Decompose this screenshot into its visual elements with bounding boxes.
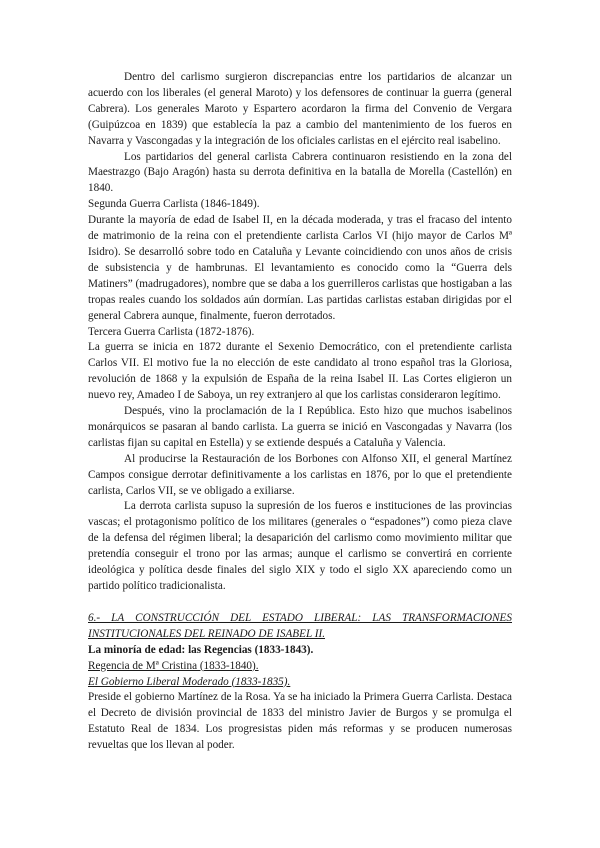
- paragraph-derrota-carlista: La derrota carlista supuso la supresión de los fueros e instituciones de las provincias vascas; el protagonismo político de los militares (generales o “espadones”) como pieza clave de la defensa del régimen liberal; la desaparición del carlismo como movimiento militar que pretendía conseguir el trono por las armas; aunque el carlismo se convertirá en corriente ideológica y política desde finales del siglo XIX y todo el siglo XX apareciendo como un partido político tradicionalista.: [88, 500, 512, 592]
- paragraph-gobierno-moderado: Preside el gobierno Martínez de la Rosa. Ya se ha iniciado la Primera Guerra Carlista. Destaca el Decreto de división provincial de 1833 del ministro Javier de Burgos y se promulga el Estatuto Real de 1834. Los progresistas piden más reformas y se producen numerosas revueltas que los llevan al poder.: [88, 691, 512, 752]
- paragraph-cabrera-maestrazgo: Los partidarios del general carlista Cabrera continuaron resistiendo en la zona del Maestrazgo (Bajo Aragón) hasta su derrota definitiva en la batalla de Morella (Castellón) en 1840.: [88, 150, 512, 195]
- heading-tercera-guerra-carlista: Tercera Guerra Carlista (1872-1876).: [88, 325, 255, 338]
- spacer: [88, 595, 512, 611]
- paragraph-primera-republica: Después, vino la proclamación de la I República. Esto hizo que muchos isabelinos monárquicos se pasaran al bando carlista. La guerra se inició en Vascongadas y Navarra (los carlistas fijan su capital en Estella) y se extiende después a Cataluña y Valencia.: [88, 405, 512, 449]
- government-heading: El Gobierno Liberal Moderado (1833-1835).: [88, 675, 291, 688]
- section-title: 6.- LA CONSTRUCCIÓN DEL ESTADO LIBERAL: LAS TRANSFORMACIONES INSTITUCIONALES DEL REINADO DE ISABEL II.: [88, 611, 512, 640]
- section-subheading: La minoría de edad: las Regencias (1833-1843).: [88, 643, 314, 656]
- paragraph-segunda-guerra: Durante la mayoría de edad de Isabel II, en la década moderada, y tras el fracaso del intento de matrimonio de la reina con el pretendiente carlista Carlos VI (hijo mayor de Carlos Mª Isidro). Se desarrolló sobre todo en Cataluña y Levante coincidiendo con unos años de crisis de subsistencia y de hambrunas. El levantamiento es conocido como la “Guerra dels Matiners” (madrugadores), nombre que se daba a los guerrilleros carlistas que hostigaban a las tropas reales cuando los soldados aún dormían. Las partidas carlistas estaban dirigidas por el general Cabrera aunque, finalmente, fueron derrotados.: [88, 214, 512, 322]
- regency-heading: Regencia de Mª Cristina (1833-1840).: [88, 659, 259, 672]
- paragraph-convenio-vergara: Dentro del carlismo surgieron discrepancias entre los partidarios de alcanzar un acuerdo con los liberales (el general Maroto) y los defensores de continuar la guerra (general Cabrera). Los generales Maroto y Espartero acordaron la firma del Convenio de Vergara (Guipúzcoa en 1839) que establecía la paz a cambio del mantenimiento de los fueros en Navarra y Vascongadas y la integración de los oficiales carlistas en el ejército real isabelino.: [88, 71, 512, 147]
- heading-segunda-guerra-carlista: Segunda Guerra Carlista (1846-1849).: [88, 198, 260, 211]
- paragraph-restauracion: Al producirse la Restauración de los Borbones con Alfonso XII, el general Martínez Campos consigue derrotar definitivamente a los carlistas en 1876, por lo que el pretendiente carlista, Carlos VII, se ve obligado a exiliarse.: [88, 452, 512, 497]
- paragraph-tercera-guerra: La guerra se inicia en 1872 durante el Sexenio Democrático, con el pretendiente carlista Carlos VII. El motivo fue la no elección de este candidato al trono español tras la Gloriosa, revolución de 1868 y la expulsión de España de la reina Isabel II. Las Cortes eligieron un nuevo rey, Amadeo I de Saboya, un rey extranjero al que los carlistas consideraron legítimo.: [88, 341, 512, 402]
- document-page: [88, 70, 512, 754]
